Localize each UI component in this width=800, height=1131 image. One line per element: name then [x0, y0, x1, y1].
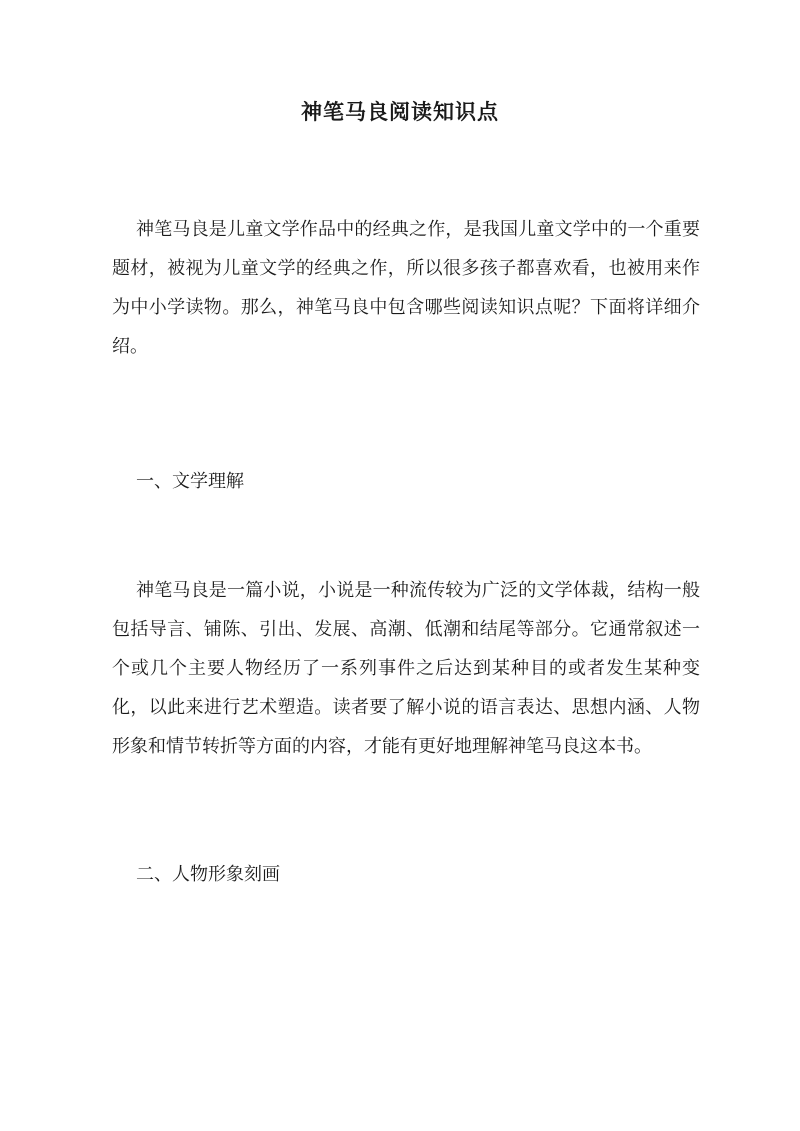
intro-paragraph: 神笔马良是儿童文学作品中的经典之作，是我国儿童文学中的一个重要题材，被视为儿童文学的经典之作，所以很多孩子都喜欢看，也被用来作为中小学读物。那么，神笔马良中包含哪些阅读知识点呢？下面将详细介绍。	[112, 219, 700, 357]
section-paragraph-literary-understanding: 神笔马良是一篇小说，小说是一种流传较为广泛的文学体裁，结构一般包括导言、铺陈、引出、发展、高潮、低潮和结尾等部分。它通常叙述一个或几个主要人物经历了一系列事件之后达到某种目的或者发生某种变化，以此来进行艺术塑造。读者要了解小说的语言表达、思想内涵、人物形象和情节转折等方面的内容，才能有更好地理解神笔马良这本书。	[112, 580, 700, 757]
page-title: 神笔马良阅读知识点	[301, 99, 499, 124]
section-heading-literary-understanding: 一、文学理解	[136, 471, 244, 492]
section-heading-character-portrayal: 二、人物形象刻画	[136, 864, 280, 885]
